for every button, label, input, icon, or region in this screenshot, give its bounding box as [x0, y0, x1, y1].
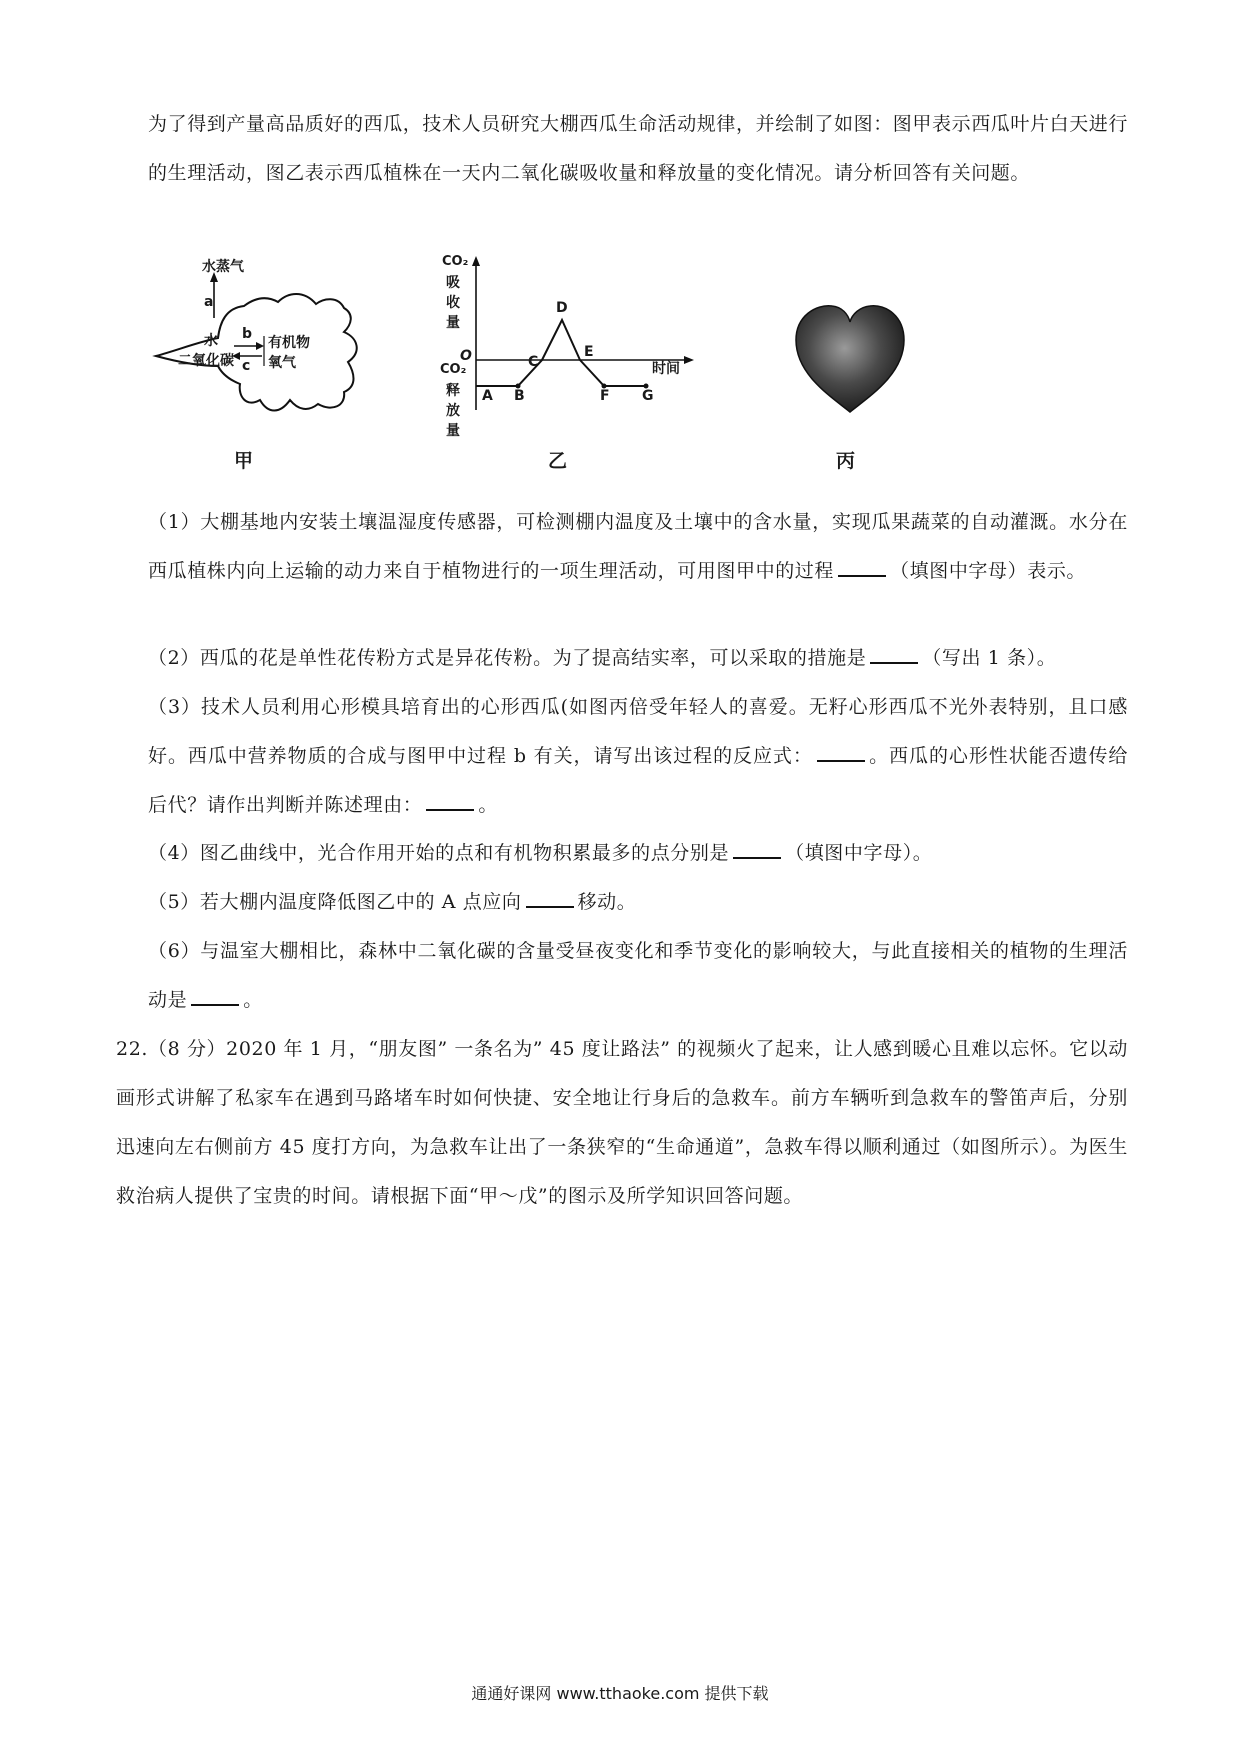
figure-jia-label: 甲 [234, 450, 254, 472]
co2-label: 二氧化碳 [178, 353, 234, 369]
y-axis-top-co2: CO₂ [442, 254, 469, 269]
point-d-label: D [556, 300, 568, 316]
y-axis-bottom-char3: 量 [446, 423, 460, 439]
point-b-label: B [514, 388, 525, 404]
x-axis-label: 时间 [652, 361, 680, 377]
question-1-text-a: （1）大棚基地内安装土壤温湿度传感器，可检测棚内温度及土壤中的含水量，实现瓜果蔬菜的自动灌溉。水分在西瓜植株内向上运输的动力来自于植物进行的一项生理活动，可用图甲中的过程 [148, 511, 1128, 582]
figure-bing-label: 丙 [836, 450, 856, 472]
question-2-text-a: （2）西瓜的花是单性花传粉方式是异花传粉。为了提高结实率，可以采取的措施是 [148, 647, 867, 669]
process-c-label: c [242, 358, 251, 374]
figure-yi [420, 250, 710, 472]
question-6-text-b: 。 [243, 989, 263, 1011]
answer-blank-1[interactable] [838, 557, 886, 577]
origin-label: O [460, 348, 472, 364]
page-footer: 通通好课网 www.tthaoke.com 提供下载 [471, 1684, 769, 1703]
co2-curve-graph [420, 250, 710, 440]
question-4 [148, 829, 1128, 878]
question-3-text-b: 。西瓜的心形性状能否遗传给后代？请作出判断并陈述理由： [148, 745, 1128, 816]
question-6-text-a: （6）与温室大棚相比，森林中二氧化碳的含量受昼夜变化和季节变化的影响较大，与此直接相关的植物的生理活动是 [148, 940, 1128, 1011]
question-3-text-a: （3）技术人员利用心形模具培育出的心形西瓜(如图丙倍受年轻人的喜爱。无籽心形西瓜不光外表特别，且口感好。西瓜中营养物质的合成与图甲中过程 b 有关，请写出该过程的反应式： [148, 696, 1128, 767]
figure-yi-label: 乙 [548, 450, 568, 472]
question-3 [148, 683, 1128, 830]
question-1-text-b: （填图中字母）表示。 [890, 560, 1087, 582]
point-a-label: A [482, 388, 493, 404]
answer-blank-5[interactable] [526, 888, 574, 908]
question-22: 22.（8 分）2020 年 1 月，“朋友图” 一条名为” 45 度让路法” 的视频火了起来，让人感到暖心且难以忘怀。它以动画形式讲解了私家车在遇到马路堵车时如何快捷、安全地让行身后的急救车。前方车辆听到急救车的警笛声后，分别迅速向左右侧前方 45 度打方向，为急救车让出了一条狭窄的“生命通道”，急救车得以顺利通过（如图所示）。为医生救治病人提供了宝贵的时间。请根据下面“甲～戊”的图示及所学知识回答问题。 [116, 1038, 1128, 1207]
water-label: 水 [204, 333, 218, 349]
question-6 [148, 927, 1128, 1025]
y-axis-bottom-co2: CO₂ [440, 362, 467, 377]
figure-jia [148, 259, 398, 472]
question-4-text-b: （填图中字母）。 [785, 842, 933, 864]
answer-blank-2[interactable] [870, 644, 918, 664]
y-axis-top-char2: 收 [446, 295, 460, 311]
answer-blank-3b[interactable] [426, 791, 474, 811]
y-axis-top-char3: 量 [446, 315, 460, 331]
question-5-text-b: 移动。 [577, 891, 637, 913]
answer-blank-6[interactable] [191, 986, 239, 1006]
organic-matter-label: 有机物 [268, 335, 310, 351]
answer-blank-3a[interactable] [817, 742, 865, 762]
question-2 [148, 634, 1128, 683]
process-b-label: b [242, 326, 253, 342]
question-2-text-b: （写出 1 条）。 [922, 647, 1057, 669]
y-axis-bottom-char1: 释 [446, 383, 460, 399]
point-e-label: E [584, 344, 594, 360]
heart-watermelon-image [790, 300, 910, 420]
y-axis-top-char1: 吸 [446, 275, 460, 291]
question-5-text-a: （5）若大棚内温度降低图乙中的 A 点应向 [148, 891, 522, 913]
question-5 [148, 878, 1128, 927]
water-vapor-label: 水蒸气 [202, 259, 244, 275]
question-1 [148, 498, 1128, 596]
question-3-text-c: 。 [478, 794, 499, 816]
answer-blank-4[interactable] [733, 839, 781, 859]
question-4-text-a: （4）图乙曲线中，光合作用开始的点和有机物积累最多的点分别是 [148, 842, 730, 864]
point-c-label: C [528, 354, 539, 370]
process-a-label: a [204, 294, 214, 310]
point-g-label: G [642, 388, 654, 404]
point-f-label: F [600, 388, 610, 404]
y-axis-bottom-char2: 放 [446, 403, 460, 419]
intro-paragraph: 为了得到产量高品质好的西瓜，技术人员研究大棚西瓜生命活动规律，并绘制了如图：图甲表示西瓜叶片白天进行的生理活动，图乙表示西瓜植株在一天内二氧化碳吸收量和释放量的变化情况。请分析回答有关问题。 [148, 113, 1129, 184]
figure-bing [790, 300, 910, 472]
oxygen-label: 氧气 [268, 355, 296, 371]
